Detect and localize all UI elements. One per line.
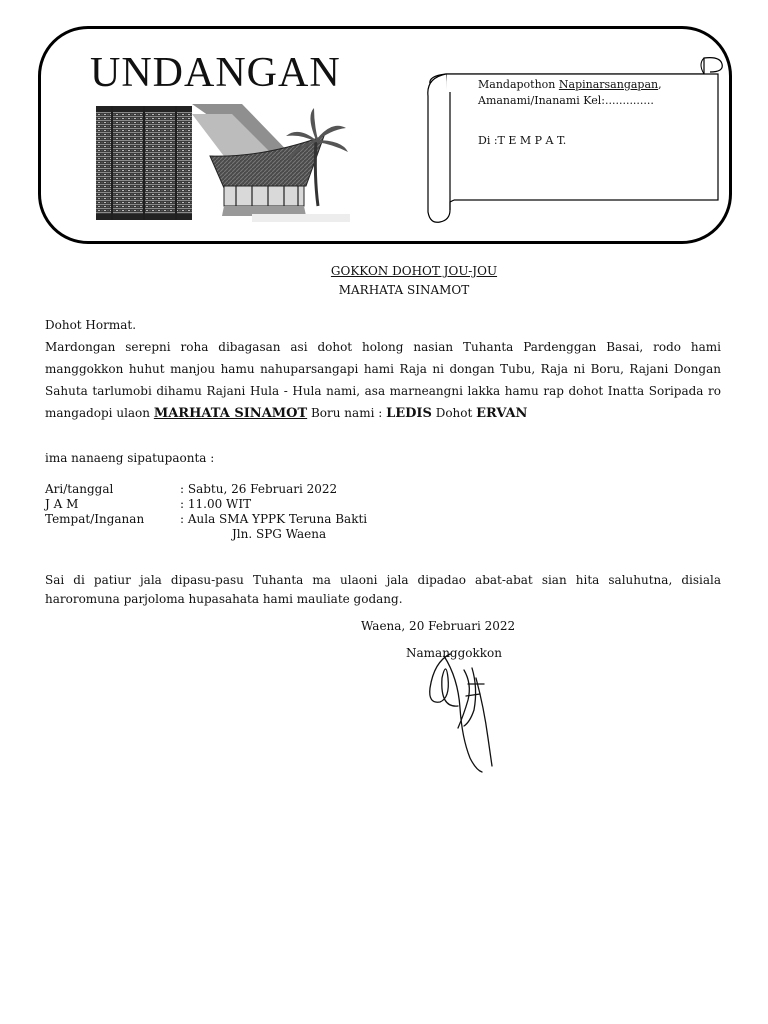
schedule-intro: ima nanaeng sipatupaonta : [45,451,215,465]
heading-line-2: MARHATA SINAMOT [338,283,470,297]
sender-label: Namanggokkon [406,646,502,660]
greeting: Dohot Hormat. [45,318,137,332]
handwritten-signature [418,648,508,773]
detail-row-address: Jln. SPG Waena [232,527,327,541]
blessing-paragraph: Sai di patiur jala dipasu-pasu Tuhanta ma ulaoni jala dipadao abat-abat sian hita saluhutna, disiala haroromuna parjoloma hupasahata hami mauliate godang. [45,573,721,606]
invitation-title: UNDANGAN [90,50,341,96]
invitation-paragraph: Mardongan serepni roha dibagasan asi dohot holong nasian Tuhanta Pardenggan Basai, rodo hami manggokkon huhut manjou hamu nahuparsangapi hami Raja ni dongan Tubu, Raja ni Boru, Rajani Dongan Sahuta tarlumobi dihamu Rajani Hula - Hula nami, asa marneangni lakka hamu rap dohot Inatta Soripada ro mangadopi ulaon MARHATA SINAMOT Boru nami : LEDIS Dohot ERVAN [45,340,721,421]
groom-name: ERVAN [476,406,528,421]
event-details [45,482,367,542]
scroll-address-text [478,77,723,149]
recipient-line: Mandapothon Napinarsangapan, [478,78,662,91]
heading-line-1: GOKKON DOHOT JOU-JOU [330,264,498,278]
bride-name: LEDIS [386,406,432,421]
detail-row-date: Ari/tanggal : Sabtu, 26 Februari 2022 [45,482,338,496]
batak-house-illustration [92,96,350,224]
detail-row-time: J A M : 11.00 WIT [45,497,252,511]
family-line: Amanami/Inanami Kel:.............. [478,94,654,107]
detail-row-venue: Tempat/Inganan : Aula SMA YPPK Teruna Bakti [45,512,368,526]
place-line: Di :T E M P A T. [478,134,567,147]
event-name: MARHATA SINAMOT [153,406,308,421]
place-date: Waena, 20 Februari 2022 [361,619,516,633]
